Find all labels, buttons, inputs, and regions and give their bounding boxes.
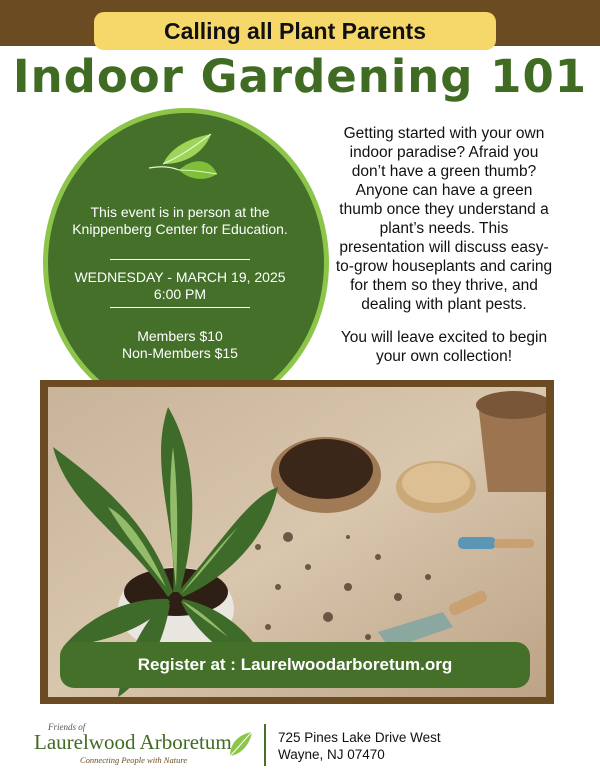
event-location: This event is in person at the Knippenberg Center for Education. [72,204,288,237]
divider-top [110,259,250,260]
register-banner [60,642,530,688]
logo-name: Laurelwood Arboretum [34,730,232,754]
description-paragraph-2: You will leave excited to begin your own collection! [340,329,548,365]
description-paragraph-1: Getting started with your own indoor paradise? Afraid you don’t have a green thumb? Anyone can have a green thumb once they understand a plant’s needs. This presentation will discuss easy-to-grow houseplants and caring for them so they thrive, and dealing with plant pests. [335,125,553,313]
divider-bottom [110,307,250,308]
page-title: Indoor Gardening 101 [12,50,588,103]
event-description [335,124,553,366]
event-time: 6:00 PM [153,286,207,302]
non-members-price: Non-Members $15 [122,345,238,361]
laurelwood-logo [30,722,255,768]
register-text: Register at : Laurelwoodarboretum.org [137,655,453,674]
address-line-1: 725 Pines Lake Drive West [278,730,441,745]
members-price: Members $10 [137,328,223,344]
logo-tagline: Connecting People with Nature [80,755,188,765]
leaf-icon [145,130,225,190]
event-date: WEDNESDAY - MARCH 19, 2025 [74,269,286,285]
footer-divider [264,724,266,766]
banner [94,12,496,50]
logo-friends-text: Friends of [48,722,86,732]
logo-leaf-icon [226,728,254,760]
banner-text: Calling all Plant Parents [163,17,427,44]
address-line-2: Wayne, NJ 07470 [278,747,385,762]
address [278,729,441,763]
